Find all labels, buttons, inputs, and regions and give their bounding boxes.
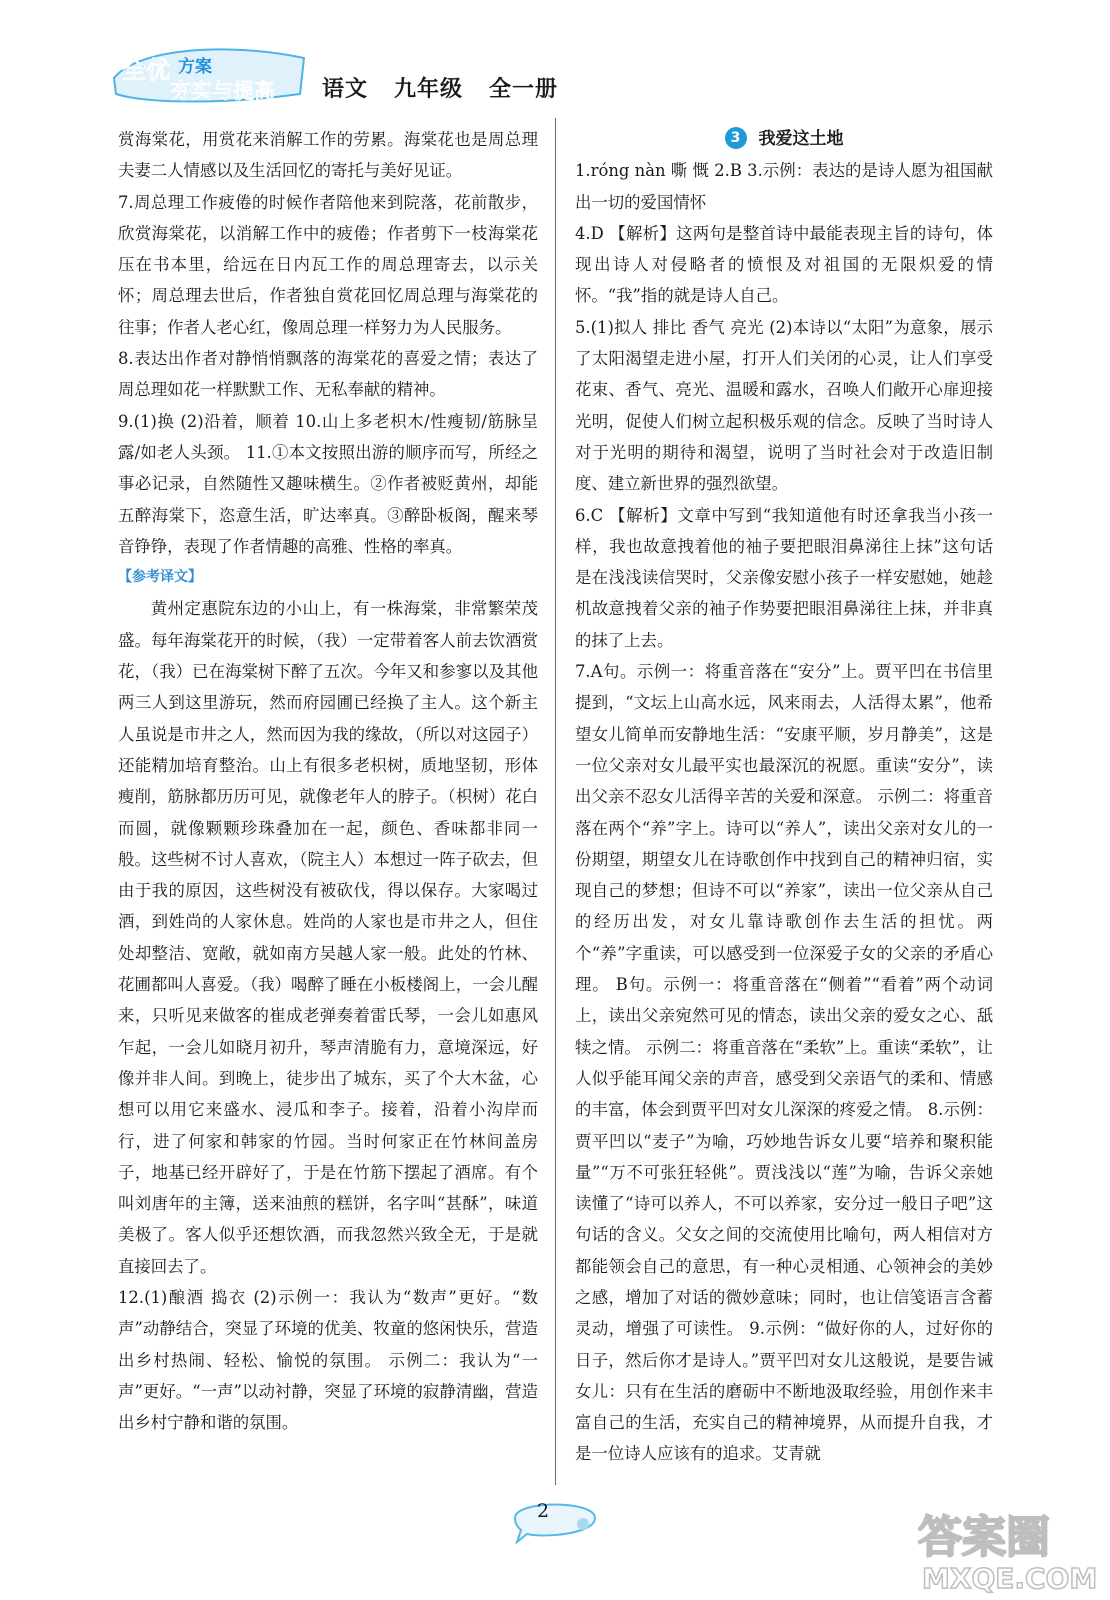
answer-5: 5.(1)拟人 排比 香气 亮光 (2)本诗以“太阳”为意象，展示了太阳渴望走进小屋，打开人们关闭的心灵，让人们享受花束、香气、亮光、温暖和露水，召唤人们敞开心扉迎接光明，促使人们树立起积极乐观的信念。反映了当时诗人对于光明的期待和渴望，说明了当时社会对于改造旧制度、建立新世界的强烈欲望。 (575, 317, 993, 494)
left-column (118, 124, 538, 1438)
answer-7: 7.周总理工作疲倦的时候作者陪他来到院落，花前散步，欣赏海棠花，以消解工作中的疲倦；作者剪下一枝海棠花压在书本里，给远在日内瓦工作的周总理寄去，以示关怀；周总理去世后，作者独自赏花回忆周总理与海棠花的往事；作者人老心红，像周总理一样努力为人民服务。 (118, 192, 538, 337)
answer-8: 8.表达出作者对静悄悄飘落的海棠花的喜爱之情；表达了周总理如花一样默默工作、无私奉献的精神。 (118, 349, 538, 400)
answer-7-9: 7.A句。示例一：将重音落在“安分”上。贾平凹在书信里提到，“文坛上山高水远，风来雨去，人活得太累”，他希望女儿简单而安静地生活：“安康平顺，岁月静美”，这是一位父亲对女儿最平实也最深沉的祝愿。重读“安分”，读出父亲不忍女儿活得辛苦的关爱和深意。 示例二：将重音落在两个“养”字上。诗可以“养人”，读出父亲对女儿的一份期望，期望女儿在诗歌创作中找到自己的精神归宿，实现自己的梦想；但诗不可以“养家”，读出一位父亲从自己的经历出发，对女儿靠诗歌创作去生活的担忧。两个“养”字重读，可以感受到一位深爱子女的父亲的矛盾心理。 B句。示例一：将重音落在“侧着”“看着”两个动词上，读出父亲宛然可见的情态，读出父亲的爱女之心、舐犊之情。 示例二：将重音落在“柔软”上。重读“柔软”，让人似乎能耳闻父亲的声音，感受到父亲语气的柔和、情感的丰富，体会到贾平凹对女儿深深的疼爱之情。 8.示例：贾平凹以“麦子”为喻，巧妙地告诉女儿要“培养和聚积能量”“万不可张狂轻佻”。贾浅浅以“莲”为喻，告诉父亲她读懂了“诗可以养人，不可以养家，安分过一般日子吧”这句话的含义。父女之间的交流使用比喻句，两人相信对方都能领会自己的意思，有一种心灵相通、心领神会的美妙之感，增加了对话的微妙意味；同时，也让信笺语言含蓄灵动，增强了可读性。 9.示例：“做好你的人，过好你的日子，然后你才是诗人。”贾平凹对女儿这般说，是要告诫女儿：只有在生活的磨砺中不断地汲取经验，用创作来丰富自己的生活，充实自己的精神境界，从而提升自我，才是一位诗人应该有的追求。艾青就 (575, 662, 993, 1464)
answer-12: 12.(1)酿酒 捣衣 (2)示例一：我认为“数声”更好。“数声”动静结合，突显了环境的优美、牧童的悠闲快乐，营造出乡村热闹、轻松、愉悦的氛围。 示例二：我认为“一声”更好。“一声”以动衬静，突显了环境的寂静清幽，营造出乡村宁静和谐的氛围。 (118, 1287, 538, 1433)
section-title-text: 我爱这土地 (758, 129, 844, 149)
svg-text:夯实与提高: 夯实与提高 (170, 79, 275, 103)
section-title (575, 124, 993, 155)
answer-1-3: 1.róng nàn 嘶 慨 2.B 3.示例：表达的是诗人愿为祖国献出一切的爱国情怀 (575, 161, 993, 212)
answer-6: 6.C 【解析】文章中写到“我知道他有时还拿我当小孩一样，我也故意拽着他的袖子要把眼泪鼻涕往上抹”这句话是在浅浅读信哭时，父亲像安慰小孩子一样安慰她，她趁机故意拽着父亲的袖子作势要把眼泪鼻涕往上抹，并非真的抹了上去。 (575, 505, 993, 650)
svg-text:方案: 方案 (178, 57, 212, 77)
watermark-logo (912, 1500, 1102, 1596)
page-header (0, 0, 1110, 118)
right-column (575, 124, 993, 1470)
translation-heading: 【参考译文】 (118, 569, 202, 586)
svg-text:MXQE.COM: MXQE.COM (922, 1562, 1098, 1595)
svg-text:全优: 全优 (122, 56, 170, 84)
section-number-badge: 3 (725, 127, 747, 149)
page-number: 2 (536, 1500, 550, 1522)
answer-continued: 赏海棠花，用赏花来消解工作的劳累。海棠花也是周总理夫妻二人情感以及生活回忆的寄托与美好见证。 (118, 130, 538, 181)
translation-text: 黄州定惠院东边的小山上，有一株海棠，非常繁荣茂盛。每年海棠花开的时候，（我）一定带着客人前去饮酒赏花，（我）已在海棠树下醉了五次。今年又和参寥以及其他两三人到这里游玩，然而府园圃已经换了主人。这个新主人虽说是市井之人，然而因为我的缘故，（所以对这园子）还能精加培育整治。山上有很多老枳树，质地坚韧，形体瘦削，筋脉都历历可见，就像老年人的脖子。（枳树）花白而圆，就像颗颗珍珠叠加在一起，颜色、香味都非同一般。这些树不讨人喜欢，（院主人）本想过一阵子砍去，但由于我的原因，这些树没有被砍伐，得以保存。大家喝过酒，到姓尚的人家休息。姓尚的人家也是市井之人，但住处却整洁、宽敞，就如南方吴越人家一般。此处的竹林、花圃都叫人喜爱。（我）喝醉了睡在小板楼阁上，一会儿醒来，只听见来做客的崔成老弹奏着雷氏琴，一会儿如惠风乍起，一会儿如晓月初升，琴声清脆有力，意境深远，好像并非人间。到晚上，徒步出了城东，买了个大木盆，心想可以用它来盛水、浸瓜和李子。接着，沿着小沟岸而行，进了何家和韩家的竹园。当时何家正在竹林间盖房子，地基已经开辟好了，于是在竹筋下摆起了酒席。有个叫刘唐年的主簿，送来油煎的糕饼，名字叫“甚酥”，味道美极了。客人似乎还想饮酒，而我忽然兴致全无，于是就直接回去了。 (118, 599, 538, 1276)
series-logo (108, 44, 308, 106)
svg-text:答案圈: 答案圈 (918, 1512, 1050, 1563)
answer-9-11: 9.(1)换 (2)沿着，顺着 10.山上多老枳木/性瘦韧/筋脉呈露/如老人头颈。 11.①本文按照出游的顺序而写，所经之事必记录，自然随性又趣味横生。②作者被贬黄州，却能五醉海棠下，恣意生活，旷达率真。③醉卧板阁，醒来琴音铮铮，表现了作者情趣的高雅、性格的率真。 (118, 411, 538, 556)
answer-4: 4.D 【解析】这两句是整首诗中最能表现主旨的诗句，体现出诗人对侵略者的愤恨及对祖国的无限炽爱的情怀。“我”指的就是诗人自己。 (575, 223, 993, 306)
column-divider (555, 118, 556, 1485)
book-title: 语文 九年级 全一册 (322, 77, 558, 102)
